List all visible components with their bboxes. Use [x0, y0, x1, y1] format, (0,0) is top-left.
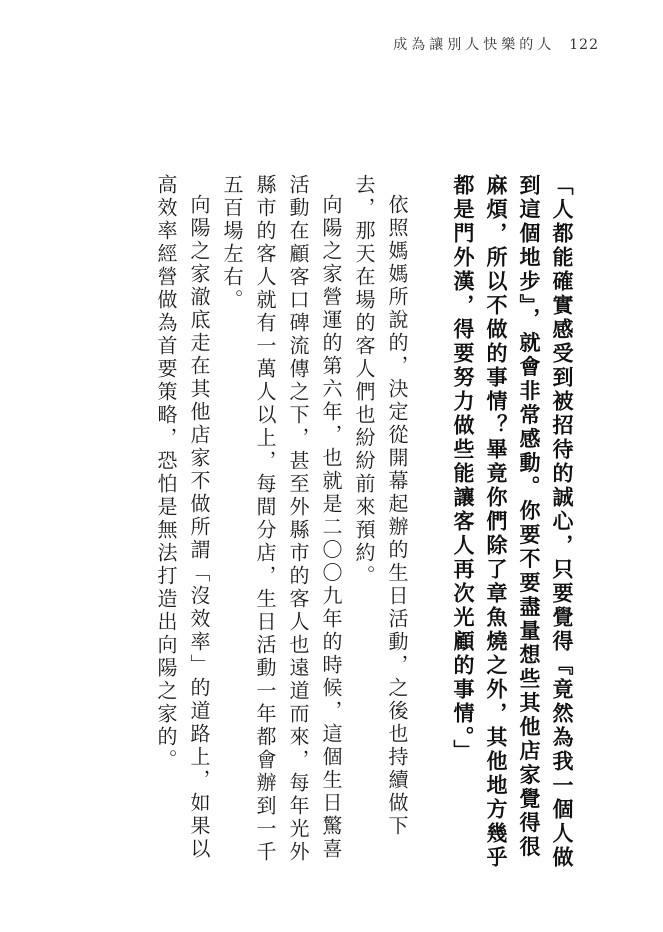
quote-paragraph: 「人都能確實感受到被招待的誠心，只要覺得『竟然為我一個人做到這個地步』，就會非常感動。你要不要盡量想些其他店家覺得很麻煩，所以不做的事情？畢竟你們除了章魚燒之外，其他地方幾乎都是門外漢，得要努力做些能讓客人再次光顧的事情。」 — [451, 174, 575, 870]
body-paragraph-1: 依照媽媽所說的，決定從開幕起辦的生日活動，之後也持續做下去，那天在場的客人們也紛紛前來預約。 — [352, 174, 409, 838]
running-header — [393, 34, 599, 54]
paragraph-gap — [413, 174, 447, 874]
vertical-text-body — [149, 174, 579, 874]
book-title: 成為讓別人快樂的人 — [393, 37, 556, 53]
body-paragraph-2: 向陽之家營運的第六年，也就是二〇〇九年的時候，這個生日驚喜活動在顧客口碑流傳之下，甚至外縣市的客人也遠道而來，每年光外縣市的客人就有一萬人以上，每間分店，生日活動一年都會辦到一千五百場左右。 — [220, 174, 343, 864]
body-paragraph-3: 向陽之家澈底走在其他店家不做所謂「沒效率」的道路上，如果以高效率經營做為首要策略，恐怕是無法打造出向陽之家的。 — [154, 174, 211, 861]
page-number: 122 — [569, 37, 599, 53]
